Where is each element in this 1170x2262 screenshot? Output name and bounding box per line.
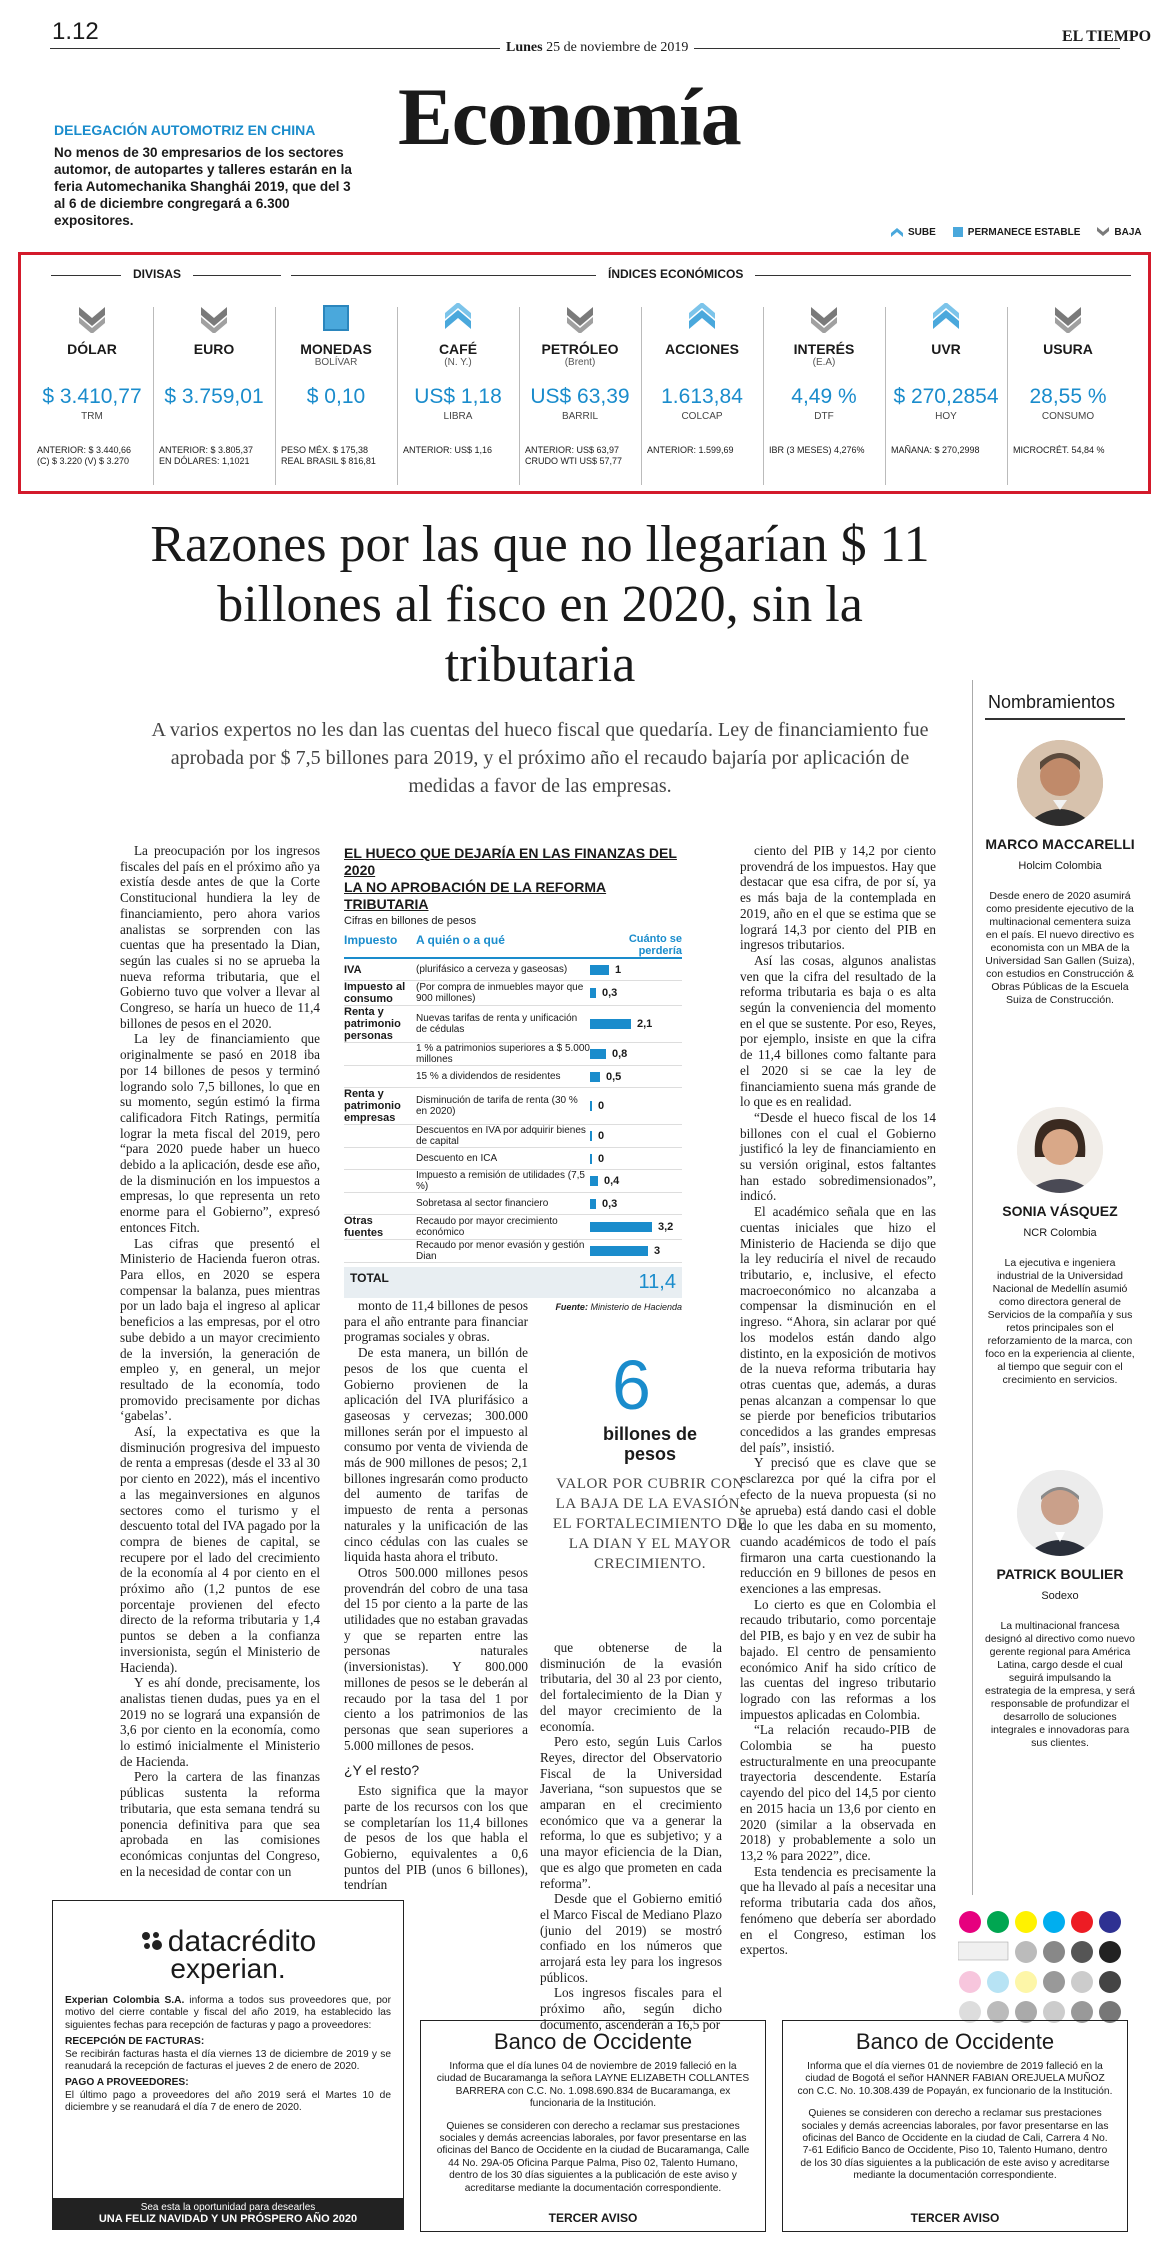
paragraph: monto de 11,4 billones de pesos para el año entrante para financiar programas sociales y obras.	[344, 1298, 528, 1345]
indicator-name: INTERÉS	[793, 341, 855, 357]
table-row	[344, 1088, 682, 1125]
row-value: 0,4	[604, 1175, 620, 1187]
ad-text-facturas: Se recibirán facturas hasta el día viernes 13 de diciembre de 2019 y se reanudará la recepción de facturas el jueves 2 de enero de 2020.	[65, 2048, 391, 2073]
paragraph: Esta tendencia es precisamente la que ha llevado al país a necesitar una reforma tributaria cada dos años, fenómeno que debería ser abordado en el Congreso, estiman los expertos.	[740, 1863, 936, 1958]
indicator-unit: TRM	[81, 411, 103, 422]
body-column-1	[120, 843, 320, 1879]
row-bar-cell	[590, 1018, 682, 1030]
indicator-unit: BARRIL	[561, 411, 599, 422]
row-bar-cell	[590, 1153, 682, 1165]
paragraph: Y es ahí donde, precisamente, los analistas tienen dudas, pues ya en el 2019 no se logrará una expansión de 3,6 por ciento en la economía, como lo estimó inicialmente el Ministerio de Hacienda.	[120, 1675, 320, 1769]
pull-quote-number: 6	[612, 1346, 651, 1424]
row-bar	[590, 1049, 606, 1059]
sidebar-title-rule	[985, 718, 1125, 720]
table-total	[344, 1267, 682, 1298]
page-number: 1.12	[52, 18, 99, 45]
arrow-down-icon	[199, 303, 229, 333]
row-category: Renta y patrimonio personas	[344, 1006, 401, 1042]
row-item: Disminución de tarifa de renta (30 % en 2020)	[416, 1095, 578, 1117]
teaser-headline: DELEGACIÓN AUTOMOTRIZ EN CHINA	[54, 122, 316, 138]
sidebar-title: Nombramientos	[988, 692, 1116, 712]
indicator-value: 4,49 %	[791, 385, 857, 408]
table-row	[344, 1170, 682, 1193]
table-header	[344, 933, 682, 959]
portrait-icon	[1017, 1107, 1103, 1193]
article-headline: Razones por las que no llegarían $ 11 billones al fisco en 2020, sin la tributaria	[150, 516, 930, 693]
row-item: Descuentos en IVA por adquirir bienes de capital	[416, 1125, 586, 1147]
paragraph: que obtenerse de la disminución de la evasión tributaria, del 30 al 23 por ciento, del fortalecimiento de la Dian y del mayor crecimiento de la economía.	[540, 1640, 722, 1734]
table-row	[344, 1240, 682, 1263]
avatar	[1017, 1470, 1103, 1556]
arrow-up-icon	[687, 303, 717, 333]
legend-stable: PERMANECE ESTABLE	[952, 226, 1081, 238]
row-item: Nuevas tarifas de renta y unificación de cédulas	[416, 1013, 578, 1035]
row-category: Renta y patrimonio empresas	[344, 1088, 401, 1124]
row-bar	[590, 1101, 592, 1111]
row-item: Recaudo por menor evasión y gestión Dian	[416, 1240, 585, 1262]
ad-footer-banner: Sea esta la oportunidad para desearles UNA FELIZ NAVIDAD Y UN PRÓSPERO AÑO 2020	[53, 2198, 403, 2229]
row-bar	[590, 1154, 592, 1164]
row-item: Sobretasa al sector financiero	[416, 1198, 549, 1209]
indicator-unit: COLCAP	[681, 411, 723, 422]
row-item: Descuento en ICA	[416, 1153, 498, 1164]
indicator-value: 28,55 %	[1029, 385, 1107, 408]
row-bar	[590, 1019, 631, 1029]
indicator-unit: LIBRA	[443, 411, 473, 422]
indicator-sub: (E.A)	[812, 357, 836, 368]
square-icon	[321, 303, 351, 333]
row-bar-cell	[590, 987, 682, 999]
indicator-unit: CONSUMO	[1041, 411, 1095, 422]
indicator-sub	[31, 357, 153, 369]
table-title: EL HUECO QUE DEJARÍA EN LAS FINANZAS DEL 2020 LA NO APROBACIÓN DE LA REFORMA TRIBUTARIA	[344, 845, 677, 912]
ad-banco-occidente-2	[782, 2020, 1128, 2232]
row-category: Impuesto al consumo	[344, 981, 406, 1005]
row-bar	[590, 988, 596, 998]
row-bar	[590, 965, 609, 975]
row-bar	[590, 1072, 600, 1082]
person-description: Desde enero de 2020 asumirá como presidente ejecutivo de la multinacional cementera suiza en el país. El nuevo directivo es economista con un MBA de la Universidad San Gallen (Suiza), con estudios en Construcción & Obras Públicas de la Escuela Suiza de Construcción.	[985, 890, 1135, 1006]
ad-paragraph: Quienes se consideren con derecho a reclamar sus prestaciones sociales y demás acreencias laborales, por favor presentarse en las oficinas del Banco de Occidente en la ciudad de Cali, Carrera 4 No. 7-61 Edificio Banco de Occidente, Piso 10, Talento Humano, dentro de los 30 días siguientes a la publicación de este aviso y acreditarse mediante la documentación correspondiente.	[800, 2108, 1110, 2182]
indicator-euro	[153, 295, 275, 490]
indicator-sub	[641, 357, 763, 369]
paragraph: Esto significa que la mayor parte de los recursos con los que se completarían los 11,4 billones de pesos de los que habla el Gobierno, equivalentes a 0,6 puntos del PIB (unos 6 billones), tendrían	[344, 1783, 528, 1893]
indicator-interés	[763, 295, 885, 490]
body-column-4	[740, 843, 936, 1958]
indicator-petróleo	[519, 295, 641, 490]
paragraph: Lo cierto es que en Colombia el recaudo tributario, como porcentaje del PIB, es bajo y en vez de subir ha bajado. El centro de pensamiento económico Anif ha sido crítico de las cuentas del ingreso tributario logrado con las reformas a los impuestos aplicadas en Colombia.	[740, 1596, 936, 1722]
legend-up: SUBE	[890, 226, 936, 238]
ad-banco-occidente-1	[420, 2020, 766, 2232]
arrow-down-icon	[1096, 226, 1110, 238]
indicator-footnote: PESO MÉX. $ 175,38 REAL BRASIL $ 816,81	[281, 445, 376, 466]
square-icon	[952, 226, 964, 238]
teaser-text: No menos de 30 empresarios de los sectores automor, de autopartes y talleres estarán en la feria Automechanika Shanghái 2019, que del 3 al 6 de diciembre congregará a 6.300 expositores.	[54, 145, 352, 228]
table-subtitle: Cifras en billones de pesos	[344, 915, 477, 927]
indicator-sub: BOLÍVAR	[314, 357, 358, 368]
table-source: Fuente: Ministerio de Hacienda	[555, 1302, 682, 1312]
table-row	[344, 1043, 682, 1066]
indicator-footnote: ANTERIOR: 1.599,69	[647, 445, 734, 455]
table-row	[344, 1148, 682, 1170]
ad-intro: Experian Colombia S.A. informa a todos sus proveedores que, por motivo del cierre contable y fiscal del año 2019, ha establecido las siguientes fechas para recepción de facturas y pago a proveedores:	[65, 1995, 391, 2031]
paragraph: Las cifras que presentó el Ministerio de Hacienda fueron otras. Para ellos, en 2020 se espera compensar la balanza, pues mientras por un lado baja el ingreso al aplicar beneficios a las empresas, por el otro sube debido a un mayor crecimiento de la inversión, la generación de empleo y, en general, un mejor resultado de la economía, todo promovido precisamente por dichas ‘gabelas’.	[120, 1235, 320, 1424]
arrow-up-icon	[931, 303, 961, 333]
arrow-down-icon	[809, 303, 839, 333]
indicators-panel	[18, 252, 1151, 494]
table-row	[344, 1193, 682, 1215]
avatar	[1017, 740, 1103, 826]
paragraph: La ley de financiamiento que originalmente se pasó en 2018 iba por 14 billones de pesos y terminó logrando solo 7,5 billones, lo que en su momento, según estimó la firma calificadora Fitch Ratings, permitía lograr la meta fiscal del 2019, pero “para 2020 puede haber un hueco debido a la aplicación, desde ese año, de la disminución en los impuestos a empresas, lo que representa un reto enorme para el Gobierno”, expresó entonces Fitch.	[120, 1031, 320, 1235]
indicator-unit: DTF	[814, 411, 834, 422]
ad-datacredito	[52, 1900, 404, 2230]
indicator-footnote: ANTERIOR: US$ 1,16	[403, 445, 493, 455]
paragraph: Pero esto, según Luis Carlos Reyes, director del Observatorio Fiscal de la Universidad Javeriana, “son supuestos que se amparan en el crecimiento económico que va a generar la reforma, lo que es subjetivo; y a una mayor eficiencia de la Dian, que es algo que prometen en cada reforma”.	[540, 1734, 722, 1891]
row-bar-cell	[590, 1198, 682, 1210]
paragraph: De esta manera, un billón de pesos de los que cuenta el Gobierno provienen de la aplicación del IVA plurifásico a gaseosas y cervezas; 300.000 millones serán por el impuesto al consumo por venta de vivienda de más de 900 millones de pesos; 2,1 billones ingresarán como producto del aumento de tarifas de impuesto de renta a personas naturales y la unificación de las cinco cédulas con las cuales se liquida hasta ahora el tributo.	[344, 1345, 528, 1565]
indicator-footnote: ANTERIOR: US$ 63,97 CRUDO WTI US$ 57,77	[525, 445, 623, 466]
indicator-footnote: ANTERIOR: $ 3.805,37 EN DÓLARES: 1,1021	[159, 445, 254, 466]
row-bar	[590, 1176, 598, 1186]
row-value: 0	[598, 1152, 605, 1165]
paragraph: La preocupación por los ingresos fiscales del país en el próximo año ya existía desde antes de que la Corte Constitucional hundiera la ley de financiamiento, pero ahora varios analistas se sorprenden con las cuentas que ha presentado la Dian, según las cuales si no se aprueba la nueva reforma tributaria, que el Gobierno tuvo que volver a llevar al Congreso, se haría un hueco de 11,4 billones de pesos en el 2020.	[120, 843, 320, 1031]
person-description: La multinacional francesa designó al directivo como nuevo gerente regional para América Latina, cargo desde el cual seguirá impulsando la estrategia de la empresa, y será responsable de profundizar el desarrollo de soluciones integrales e innovadoras para sus clientes.	[985, 1620, 1136, 1749]
indicator-value: $ 270,2854	[893, 385, 999, 408]
indicator-sub	[885, 357, 1007, 369]
portrait-icon	[1017, 1470, 1103, 1556]
ad-footer: TERCER AVISO	[910, 2211, 1000, 2225]
datacredito-logo: datacrédito experian.	[53, 1925, 403, 1985]
avatar	[1017, 1107, 1103, 1193]
portrait-icon	[1017, 740, 1103, 826]
table-row	[344, 1006, 682, 1043]
row-item: Impuesto a remisión de utilidades (7,5 %)	[416, 1170, 585, 1192]
arrow-up-icon	[890, 226, 904, 238]
indicator-value: $ 3.410,77	[42, 385, 142, 408]
indicator-acciones	[641, 295, 763, 490]
person-name: MARCO MACCARELLI	[985, 836, 1135, 852]
paragraph: El académico señala que en las cuentas iniciales que hizo el Ministerio de Hacienda se dijo que la ley reduciría el nivel de recaudo tributario, e, inclusive, el efecto macroeconómico no alcanzaba a compensar la disminución en el ingreso. “Ahora, sin aclarar por qué los modelos están dando algo distinto, en la exposición de motivos de la nueva reforma tributaria hay otras cuentas que, además, a duras penas alcanzan a compensar lo que se pierde por beneficios tributarios concedidos a las grandes empresas del país”, insistió.	[740, 1204, 936, 1455]
indicator-name: CAFÉ	[438, 341, 478, 357]
ad-title: Banco de Occidente	[493, 2029, 693, 2054]
person-card	[985, 740, 1135, 1007]
row-value: 0,3	[602, 1197, 618, 1210]
row-value: 3,2	[658, 1221, 674, 1233]
arrow-down-icon	[1053, 303, 1083, 333]
ad-title: Banco de Occidente	[855, 2029, 1055, 2054]
paragraph: Los ingresos fiscales para el próximo año, según dicho documento, ascenderán a 16,5 por	[540, 1985, 722, 2032]
ad-text-pago: El último pago a proveedores del año 2019 será el Martes 10 de diciembre y se reanudará el día 7 de enero de 2020.	[65, 2089, 391, 2114]
row-category: IVA	[344, 963, 362, 976]
trend-legend	[890, 226, 1142, 238]
indicator-name: MONEDAS	[300, 341, 372, 357]
indicator-name: USURA	[1043, 341, 1093, 357]
subheading: ¿Y el resto?	[344, 1762, 420, 1779]
indicator-sub	[153, 357, 275, 369]
paragraph: “La relación recaudo-PIB de Colombia se ha puesto estructuralmente en una preocupante trayectoria descendente. Estaría cayendo del pico del 14,5 por ciento en 2015 hacia un 13,6 por ciento en 2020 (similar a la observada en 2018) y probablemente a solo un 13,2 % para 2022”, dice.	[740, 1722, 936, 1863]
arrow-down-icon	[565, 303, 595, 333]
ad-paragraph: Informa que el día lunes 04 de noviembre de 2019 falleció en la ciudad de Bucaramanga la señora LAYNE ELIZABETH COLLANTES BARRERA con C.C. No. 1.098.690.834 de Bucaramanga, ex funcionaria de la Institución.	[436, 2061, 750, 2110]
indicator-monedas	[275, 295, 397, 490]
row-category: Otras fuentes	[344, 1215, 384, 1239]
row-value: 0	[598, 1100, 605, 1112]
indicator-dólar	[31, 295, 153, 490]
table-row	[344, 1066, 682, 1088]
total-value: 11,4	[638, 1271, 676, 1293]
indicator-sub: (N. Y.)	[444, 357, 472, 368]
row-bar-cell	[590, 1100, 682, 1112]
table-row	[344, 1215, 682, 1240]
article-deck: A varios expertos no les dan las cuentas del hueco fiscal que quedaría. Ley de financiamiento fue aprobada por $ 7,5 billones para 2019, y el próximo año el recaudo bajaría por aplicación de medidas a favor de las empresas.	[151, 719, 929, 797]
date-line	[500, 40, 694, 56]
arrow-up-icon	[443, 303, 473, 333]
indicator-value: $ 0,10	[306, 385, 366, 408]
person-company: Holcim Colombia	[1018, 860, 1102, 872]
indicator-footnote: MICROCRÉT. 54,84 %	[1013, 445, 1105, 455]
paragraph: “Desde el hueco fiscal de los 14 billones con el cual el Gobierno justificó la ley de financiamiento en su versión original, estos faltantes han estado sobredimensionados”, indicó.	[740, 1109, 936, 1204]
row-bar-cell	[590, 1048, 682, 1060]
indicator-name: ACCIONES	[665, 341, 739, 357]
row-bar-cell	[590, 1071, 682, 1083]
row-bar-cell	[590, 1130, 682, 1142]
indicator-name: EURO	[193, 341, 235, 357]
paragraph: Desde que el Gobierno emitió el Marco Fiscal de Mediano Plazo (junio del 2019) se mostró confiado en los números que arrojará esta ley para los ingresos públicos.	[540, 1891, 722, 1985]
row-item: Recaudo por mayor crecimiento económico	[416, 1216, 558, 1238]
experian-dots-icon	[140, 1930, 164, 1954]
indicator-usura	[1007, 295, 1129, 490]
divisas-label: DIVISAS	[121, 267, 193, 281]
indicator-footnote: IBR (3 MESES) 4,276%	[769, 445, 865, 455]
ad-footer: TERCER AVISO	[548, 2211, 638, 2225]
table-row	[344, 1125, 682, 1148]
row-bar-cell	[590, 1221, 682, 1233]
header-aquien: A quién o a qué	[416, 933, 505, 947]
paragraph: ciento del PIB y 14,2 por ciento provendrá de los impuestos. Hay que destacar que esa cifra, de por sí, ya es más baja de la contemplada en 2019, año en el que se estima que se logrará 14,3 por ciento del PIB en ingresos tributarios.	[740, 843, 936, 953]
row-item: 15 % a dividendos de residentes	[416, 1071, 561, 1082]
table-row	[344, 959, 682, 981]
person-description: La ejecutiva e ingeniera industrial de la Universidad Nacional de Medellín asumió como directora general de Servicios de la compañía y sus retos principales son el reforzamiento de la marca, con foco en la experiencia al cliente, al tiempo que seguir con el crecimiento en servicios.	[985, 1257, 1135, 1386]
ad-heading-facturas: RECEPCIÓN DE FACTURAS:	[65, 2036, 205, 2048]
indicator-value: $ 3.759,01	[164, 385, 264, 408]
date-day: Lunes	[506, 40, 543, 55]
person-name: PATRICK BOULIER	[996, 1566, 1124, 1582]
paragraph: Y precisó que es clave que se esclarezca por qué la cifra por el efecto de la nueva propuesta (si no se aprueba) está dando casi el doble de lo que les daba en su momento, cuando académicos de todo el país firmaron una carta cuestionando la reducción en 9 billones de pesos en exenciones a las empresas.	[740, 1455, 936, 1597]
indicator-unit: HOY	[935, 411, 957, 422]
paragraph: Pero la cartera de las finanzas públicas sustenta la reforma tributaria, que esta semana tendrá su ponencia definitiva para que sea aprobada en las comisiones económicas conjuntas del Congreso, en la necesidad de contar con un	[120, 1769, 320, 1879]
header-impuesto: Impuesto	[344, 933, 398, 947]
row-bar	[590, 1199, 596, 1209]
row-item: (Por compra de inmuebles mayor que 900 millones)	[416, 982, 584, 1004]
row-value: 0,5	[606, 1070, 622, 1083]
body-column-3	[540, 1640, 722, 2033]
row-bar	[590, 1246, 648, 1256]
person-name: SONIA VÁSQUEZ	[1002, 1203, 1118, 1219]
paragraph: Así las cosas, algunos analistas ven que la cifra del resultado de la reforma tributaria es baja o es alta según la conveniencia del momento en el que se sustente. Por eso, Reyes, por ejemplo, insiste en que la cifra de 11,4 billones como faltante para el 2020 si se cae la ley de financiamiento suena más grande de lo que es en realidad.	[740, 952, 936, 1110]
section-title: Economía	[398, 71, 741, 162]
person-card	[985, 1107, 1135, 1387]
arrow-down-icon	[77, 303, 107, 333]
indicator-value: US$ 1,18	[414, 385, 502, 408]
pull-quote-unit: billones de pesos	[602, 1424, 698, 1464]
person-company: Sodexo	[1041, 1590, 1079, 1602]
ad-paragraph: Informa que el día viernes 01 de noviembre de 2019 falleció en la ciudad de Bogotá el señor HANNER FABIAN OREJUELA MUÑOZ con C.C. No. 10.308.439 de Popayán, ex funcionario de la Institución.	[797, 2061, 1113, 2097]
row-value: 1	[615, 963, 622, 976]
row-value: 0,8	[612, 1048, 628, 1060]
row-bar	[590, 1222, 652, 1232]
sidebar-divider	[972, 680, 973, 1895]
indicator-value: 1.613,84	[661, 385, 743, 408]
row-bar-cell	[590, 1245, 682, 1257]
indicator-footnote: MAÑANA: $ 270,2998	[891, 445, 980, 455]
row-bar	[590, 1131, 592, 1141]
body-column-2	[344, 1298, 528, 1893]
paragraph: Así, la expectativa es que la disminución progresiva del impuesto de renta a empresas (desde el 33 al 30 por ciento en 2022), más el incentivo a las megainversiones en algunos sectores como el turismo y el descuento total del IVA pagado por la compra de bienes de capital, se recupere por el lado del crecimiento de la economía al 4 por ciento en el próximo año (1,2 puntos de ese porcentaje provienen del efecto directo de la reforma tributaria y 1,4 puntos se deben a la confianza inversionista, según el Ministerio de Hacienda).	[120, 1424, 320, 1675]
indicator-name: UVR	[931, 341, 961, 357]
row-value: 2,1	[637, 1018, 653, 1030]
ad-heading-pago: PAGO A PROVEEDORES:	[65, 2077, 189, 2089]
person-company: NCR Colombia	[1023, 1227, 1097, 1239]
indicator-café	[397, 295, 519, 490]
indicator-uvr	[885, 295, 1007, 490]
person-card	[985, 1470, 1135, 1750]
row-item: 1 % a patrimonios superiores a $ 5.000 millones	[416, 1043, 590, 1065]
row-item: (plurifásico a cerveza y gaseosas)	[416, 964, 568, 975]
row-value: 0	[598, 1130, 605, 1142]
indicator-sub: (Brent)	[564, 357, 596, 368]
fiscal-gap-table	[344, 845, 682, 1312]
indices-label: ÍNDICES ECONÓMICOS	[596, 267, 755, 281]
row-bar-cell	[590, 964, 682, 976]
row-bar-cell	[590, 1175, 682, 1187]
indicator-name: PETRÓLEO	[541, 341, 619, 357]
header-cuanto: Cuánto se perdería	[628, 933, 682, 957]
legend-down: BAJA	[1096, 226, 1141, 238]
paragraph: Otros 500.000 millones pesos provendrán del cobro de una tasa del 15 por ciento a la parte de las utilidades que no estaban gravadas y que se reparten entre las personas naturales (inversionistas). Y 800.000 millones de pesos se le deberán al recaudo por la tasa del 1 por ciento a los patrimonios de las personas que sean superiores a 5.000 millones de pesos.	[344, 1564, 528, 1753]
indicator-footnote: ANTERIOR: $ 3.440,66 (C) $ 3.220 (V) $ 3.270	[37, 445, 132, 466]
ad-paragraph: Quienes se consideren con derecho a reclamar sus prestaciones sociales y demás acreencias laborales, por favor presentarse en las oficinas del Banco de Occidente en la ciudad de Bucaramanga, Calle 44 No. 29A-05 Oficina Parque Palma, Piso 02, Talento Humano, dentro de los 30 días siguientes a la publicación de este aviso y acreditarse mediante la documentación correspondiente.	[436, 2120, 750, 2194]
indicator-value: US$ 63,39	[530, 385, 630, 408]
table-row	[344, 981, 682, 1006]
date-rest: 25 de noviembre de 2019	[546, 40, 689, 55]
brand-logo: EL TIEMPO	[1062, 28, 1152, 45]
indicator-sub	[1007, 357, 1129, 369]
row-value: 3	[654, 1245, 661, 1257]
total-label: TOTAL	[350, 1271, 389, 1285]
pull-quote-text: VALOR POR CUBRIR CON LA BAJA DE LA EVASIÓN, EL FORTALECIMIENTO DE LA DIAN Y EL MAYOR CRECIMIENTO.	[552, 1476, 748, 1572]
indicator-name: DÓLAR	[67, 341, 117, 357]
row-value: 0,3	[602, 987, 618, 999]
